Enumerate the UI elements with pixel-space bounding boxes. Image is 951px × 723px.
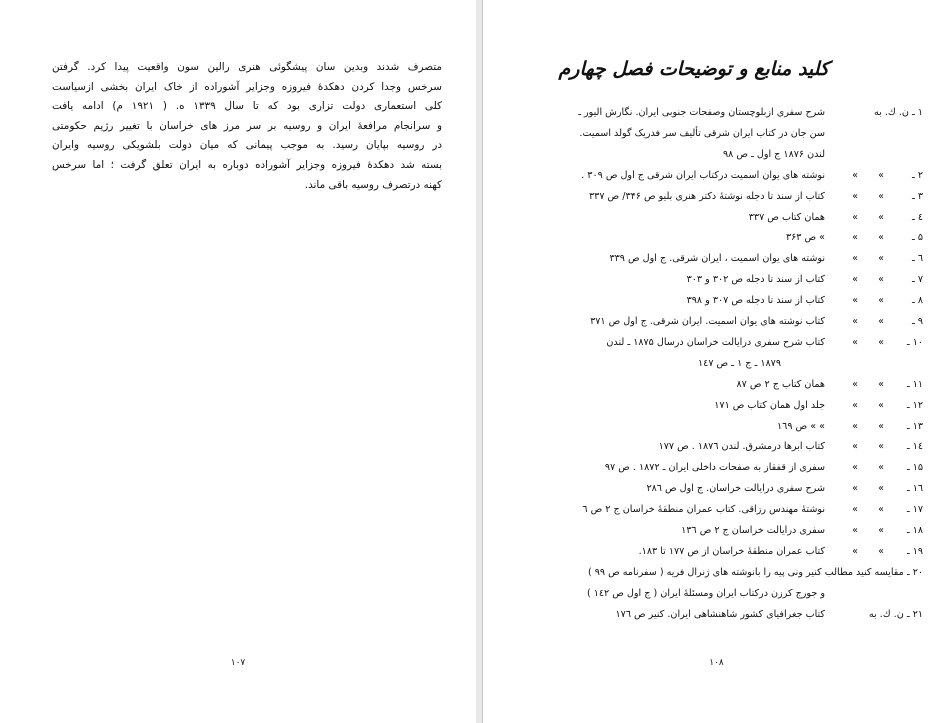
reference-entry [482, 483, 951, 503]
reference-number: ۱۳ ـ [906, 420, 923, 432]
reference-text: ۱۸۷۹ ـ ج ۱ ـ ص ۱٤۷ [698, 357, 781, 369]
reference-text: شرح سفری ازبلوچستان وصفحات جنوبی ایران. نگارش الیور ـ [578, 107, 825, 118]
reference-text: کتاب از سند تا دجله نوشتهٔ دکتر هنری بلیو ص ۳۴۶/ ص ۳۳۷ [589, 190, 825, 202]
reference-entry [482, 295, 951, 315]
reference-text: و جورج کرزن درکتاب ایران ومسئلهٔ ایران ( ج اول ص ۱٤۲ ) [586, 587, 825, 599]
ditto-mark: » [878, 211, 884, 223]
reference-entry [482, 274, 951, 294]
reference-text: کتاب شرح سفری درایالت خراسان درسال ۱۸۷۵ ـ لندن [606, 336, 825, 348]
reference-text: نوشته های یوان اسمیت درکتاب ایران شرقی ج اول ص ۳۰۹ . [581, 169, 825, 181]
reference-text: سفری درایالت خراسان ج ۲ ص ۱۳٦ [681, 525, 825, 536]
ditto-mark: » [852, 441, 858, 453]
reference-entry [482, 525, 951, 545]
reference-entry [482, 379, 951, 399]
reference-number: ۷ ـ [911, 274, 923, 286]
ditto-mark: » [878, 336, 884, 348]
reference-text: کتاب عمران منطقهٔ خراسان از ص ۱۷۷ تا ۱۸۳. [638, 545, 825, 557]
ditto-mark: » [852, 169, 858, 181]
ditto-mark: » [878, 420, 884, 432]
ditto-mark: » [852, 420, 858, 432]
ditto-mark: » [878, 483, 884, 495]
ditto-mark: » [852, 190, 858, 202]
reference-number: ۱۷ ـ [906, 504, 923, 516]
reference-text: شرح سفری درایالت خراسان. ج اول ص ۲۸٦ [646, 483, 825, 495]
reference-text: لندن ۱۸۷۶ ج اول ـ ص ۹۸ [722, 148, 825, 160]
reference-entry [482, 128, 951, 148]
ditto-mark: » [878, 441, 884, 453]
reference-number: ۵ ـ [911, 232, 923, 244]
ditto-mark: » [852, 525, 858, 536]
paragraph-line: بسته شد دهکدهٔ فیروزه وجزایر آشوراده دوباره به ایران تعلق گرفت ؛ اما سرخس [52, 158, 442, 171]
reference-number: ۱۲ ـ [906, 399, 923, 411]
ditto-mark: » [878, 504, 884, 516]
paragraph-line: متصرف شدند وبدین سان پیشگوئی هنری رالین سون واقعیت پیدا کرد. گرفتن [52, 61, 442, 73]
reference-text: کتاب از سند تا دجله ص ۳۰۷ و ۳۹۸ [686, 295, 825, 307]
ditto-mark: » [878, 169, 884, 181]
paragraph-line: کهنه درتصرف روسیه باقی ماند. [304, 178, 442, 191]
paragraph-line: در روسیه بپایان رسید. به موجب پیمانی که میان دولت بلشویکی روسیه وایران [52, 139, 442, 152]
paragraph-line: و سرانجام مرافعهٔ ایران و روسیه بر سر مرز های خراسان با تغییر رژیم حکومتی [52, 119, 442, 132]
reference-text: همان کتاب ج ۲ ص ۸۷ [736, 378, 825, 390]
ditto-mark: » [878, 274, 884, 286]
reference-number: ۱٦ ـ [906, 483, 923, 495]
ditto-mark: » [852, 504, 858, 516]
ditto-mark: » [878, 525, 884, 536]
reference-number: ۸ ـ [911, 295, 923, 307]
ditto-mark: » [852, 211, 858, 223]
chapter-heading: کلید منابع و توضیحات فصل چهارم [558, 58, 829, 80]
reference-text: جلد اول همان کتاب ص ۱۷۱ [714, 399, 825, 411]
reference-number: ٤ ـ [911, 211, 923, 223]
reference-entry [482, 253, 951, 273]
reference-text: سفری از قفقاز به صفحات داخلی ایران ـ ۱۸۷۲ . ص ۹۷ [604, 462, 825, 474]
reference-entry [482, 462, 951, 482]
ditto-mark: » [852, 483, 858, 495]
reference-text: کتاب از سند تا دجله ص ۳۰۲ و ۳۰۳ [686, 274, 825, 286]
reference-entry [482, 170, 951, 190]
reference-number: ۲ ـ [911, 169, 923, 181]
reference-entry [482, 337, 951, 357]
ditto-mark: » [878, 545, 884, 557]
reference-text: » » ص ۱٦۹ [777, 420, 825, 432]
reference-entry [482, 504, 951, 524]
reference-number: ٦ ـ [911, 253, 923, 265]
page-number-left: ۱۰۷ [230, 658, 246, 668]
reference-number: ۱۱ ـ [906, 378, 923, 390]
ditto-mark: » [852, 232, 858, 244]
ditto-mark: » [852, 378, 858, 390]
ditto-mark: » [852, 462, 858, 474]
reference-entry [482, 441, 951, 461]
ditto-mark: » [852, 336, 858, 348]
reference-entry [482, 609, 951, 629]
reference-number: ۱۸ ـ [906, 525, 923, 536]
ditto-mark: » [852, 274, 858, 286]
reference-entry [482, 107, 951, 127]
reference-number: ۱۹ ـ [906, 545, 923, 557]
ditto-mark: » [878, 253, 884, 265]
ditto-mark: » [878, 399, 884, 411]
page-number-right: ۱۰۸ [709, 658, 724, 668]
reference-number: ۹ ـ [911, 316, 923, 327]
ditto-mark: » [852, 316, 858, 327]
ditto-mark: » [852, 399, 858, 411]
reference-entry [482, 546, 951, 566]
ditto-mark: » [878, 378, 884, 390]
reference-entry [482, 316, 951, 336]
ditto-mark: » [852, 295, 858, 307]
ditto-mark: » [878, 295, 884, 307]
reference-entry [482, 232, 951, 252]
paragraph-line: سرخس وجدا کردن دهکدهٔ فیروزه وجزایر آشوراده از خاک ایران بخشی ازسیاست [52, 80, 442, 93]
reference-entry [482, 191, 951, 211]
reference-text: » ص ۳۶۳ [785, 232, 825, 244]
reference-text: سن جان در کتاب ایران شرقی تألیف سر فدریک گولد اسمیت. [579, 127, 825, 139]
reference-entry [482, 149, 951, 169]
reference-line: ۲۰ ـ مقایسه کنید مطالب کنیر ونی پیه را بانوشته های ژنرال فریه ( سفرنامه ص ۹۹ ) [587, 566, 923, 578]
reference-text: کتاب ابرها درمشرق. لندن ۱۸۷٦ . ص ۱۷۷ [658, 441, 825, 453]
reference-text: همان کتاب ص ۳۳۷ [748, 211, 825, 223]
reference-text: کتاب جغرافیای کشور شاهنشاهی ایران. کنیر ص ۱۷٦ [615, 608, 825, 620]
ditto-mark: » [878, 316, 884, 327]
body-paragraph [52, 58, 442, 195]
ditto-mark: » [852, 253, 858, 265]
ditto-mark: » [852, 545, 858, 557]
ditto-mark: » [878, 462, 884, 474]
reference-entry [482, 212, 951, 232]
reference-number: ۱۰ ـ [906, 336, 923, 348]
ditto-mark: » [878, 190, 884, 202]
reference-entry [482, 421, 951, 441]
reference-number: ۳ ـ [911, 190, 923, 202]
reference-text: نوشته های یوان اسمیت ، ایران شرقی. ج اول ص ۳۳۹ [609, 253, 825, 265]
reference-number: ۱۵ ـ [906, 462, 923, 474]
reference-entry [482, 400, 951, 420]
ditto-mark: » [878, 232, 884, 244]
reference-entry [482, 358, 951, 378]
reference-text: کتاب نوشته های یوان اسمیت. ایران شرقی. ج اول ص ۳۷۱ [590, 316, 825, 327]
reference-number: ۱٤ ـ [906, 441, 923, 453]
reference-number: ۲۱ ـ ن. ك. به [868, 608, 923, 620]
reference-text: نوشتهٔ مهندس رزاقی. کتاب عمران منطقهٔ خراسان ج ۲ ص ٦ [582, 504, 825, 516]
reference-entry [482, 588, 951, 608]
paragraph-line: کلی استعماری دولت تزاری بود که تا سال ۱۳۳۹ ه. ( ۱۹۲۱ م) ادامه یافت [52, 100, 442, 113]
reference-entry [482, 567, 951, 587]
reference-number: ۱ ـ ن. ك. به [873, 107, 923, 118]
